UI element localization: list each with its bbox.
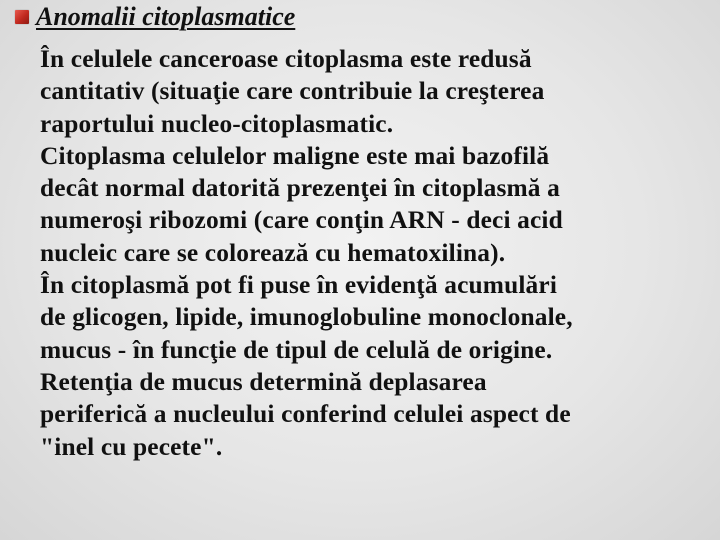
- slide-title: [36, 3, 295, 31]
- body-line: mucus - în funcţie de tipul de celulă de origine.: [40, 335, 553, 364]
- body-line: cantitativ (situaţie care contribuie la creşterea: [40, 77, 545, 106]
- body-line: numeroşi ribozomi (care conţin ARN - deci acid: [40, 206, 563, 235]
- slide-title-text: Anomalii citoplasmatice: [36, 2, 296, 31]
- body-line: periferică a nucleului conferind celulei aspect de: [40, 400, 571, 429]
- body-line: Citoplasma celulelor maligne este mai bazofilă: [40, 141, 550, 170]
- bullet-marker-icon: [15, 10, 29, 24]
- body-line: decât normal datorită prezenţei în citoplasmă a: [40, 174, 560, 203]
- body-line: "inel cu pecete".: [40, 432, 223, 461]
- body-line: În citoplasmă pot fi puse în evidenţă acumulări: [40, 271, 558, 300]
- body-line: Retenţia de mucus determină deplasarea: [40, 367, 487, 396]
- body-line: de glicogen, lipide, imunoglobuline monoclonale,: [40, 303, 573, 332]
- body-line: În celulele canceroase citoplasma este redusă: [40, 45, 532, 73]
- body-line: nucleic care se colorează cu hematoxilina).: [40, 238, 506, 267]
- body-line: raportului nucleo-citoplasmatic.: [40, 109, 394, 138]
- slide-body: [40, 43, 712, 463]
